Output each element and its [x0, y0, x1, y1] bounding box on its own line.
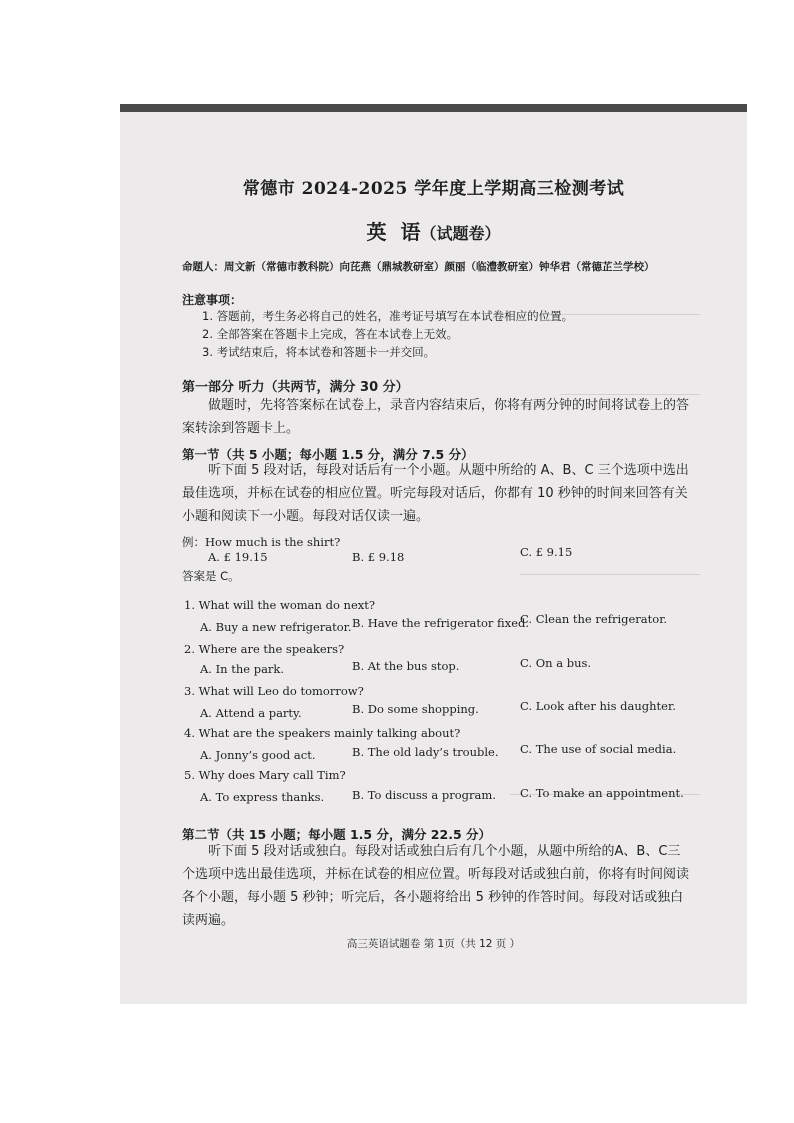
notice-item: 2. 全部答案在答题卡上完成，答在本试卷上无效。 [202, 327, 459, 341]
section1-instructions: 听下面 5 段对话，每段对话后有一个小题。从题中所给的 A、B、C 三个选项中选出最佳选项，并标在试卷的相应位置。听完每段对话后，你都有 10 秒钟的时间来回答有关小题和阅读下一小题。每段对话仅读一遍。 [182, 463, 689, 524]
q1-option-b: B. Have the refrigerator fixed. [352, 616, 530, 630]
exam-title: 常德市 2024-2025 学年度上学期高三检测考试 [242, 179, 625, 199]
q5-option-a: A. To express thanks. [200, 790, 325, 804]
question-1: 1. What will the woman do next? [184, 598, 376, 612]
q2-option-c: C. On a bus. [520, 656, 592, 670]
q5-option-b: B. To discuss a program. [352, 788, 496, 802]
authors-line: 命题人：周文新（常德市教科院）向芘燕（鼎城教研室）颜丽（临澧教研室）钟华君（常德芷兰学校） [182, 261, 655, 273]
q4-option-c: C. The use of social media. [520, 742, 677, 756]
q5-option-c: C. To make an appointment. [520, 786, 684, 800]
subject-name: 英 语 [366, 220, 421, 244]
question-4: 4. What are the speakers mainly talking about? [184, 726, 461, 740]
page-footer: 高三英语试题卷 第 1页（共 12 页 ） [346, 938, 521, 950]
question-5: 5. Why does Mary call Tim? [184, 768, 346, 782]
q2-option-a: A. In the park. [200, 662, 285, 676]
subject-heading [120, 216, 747, 245]
q3-option-a: A. Attend a party. [200, 706, 302, 720]
q3-option-b: B. Do some shopping. [352, 702, 479, 716]
example-option-a: A. £ 19.15 [208, 550, 268, 564]
section2-heading: 第二节（共 15 小题；每小题 1.5 分，满分 22.5 分） [182, 827, 491, 842]
example-option-b: B. £ 9.18 [352, 550, 405, 564]
notice-item: 3. 考试结束后，将本试卷和答题卡一并交回。 [202, 345, 436, 359]
question-3: 3. What will Leo do tomorrow? [184, 684, 364, 698]
exam-page-photo [120, 104, 747, 1004]
section1-heading: 第一节（共 5 小题；每小题 1.5 分，满分 7.5 分） [182, 447, 474, 462]
q3-option-c: C. Look after his daughter. [520, 699, 676, 713]
example-answer: 答案是 C。 [182, 569, 240, 583]
section2-instructions: 听下面 5 段对话或独白。每段对话或独白后有几个小题，从题中所给的A、B、C三个选项中选出最佳选项，并标在试卷的相应位置。听每段对话或独白前，你将有时间阅读各个小题，每小题 5 秒钟；听完后，各小题将给出 5 秒钟的作答时间。每段对话或独白读两遍。 [182, 844, 690, 928]
bleed-through-line [520, 574, 700, 576]
q4-option-a: A. Jonny’s good act. [200, 748, 316, 762]
subject-note: （试题卷） [420, 224, 501, 243]
example-option-c: C. £ 9.15 [520, 545, 573, 559]
q2-option-b: B. At the bus stop. [352, 659, 460, 673]
question-2: 2. Where are the speakers? [184, 642, 345, 656]
q4-option-b: B. The old lady’s trouble. [352, 745, 499, 759]
notice-item: 1. 答题前，考生务必将自己的姓名，准考证号填写在本试卷相应的位置。 [202, 309, 574, 323]
q1-option-c: C. Clean the refrigerator. [520, 612, 668, 626]
part1-heading: 第一部分 听力（共两节，满分 30 分） [182, 380, 409, 395]
notice-heading: 注意事项： [182, 293, 243, 307]
q1-option-a: A. Buy a new refrigerator. [200, 620, 352, 634]
example-question: 例：How much is the shirt? [182, 535, 341, 549]
part1-intro: 做题时，先将答案标在试卷上，录音内容结束后，你将有两分钟的时间将试卷上的答案转涂到答题卡上。 [182, 398, 690, 436]
photo-top-edge [120, 104, 747, 112]
